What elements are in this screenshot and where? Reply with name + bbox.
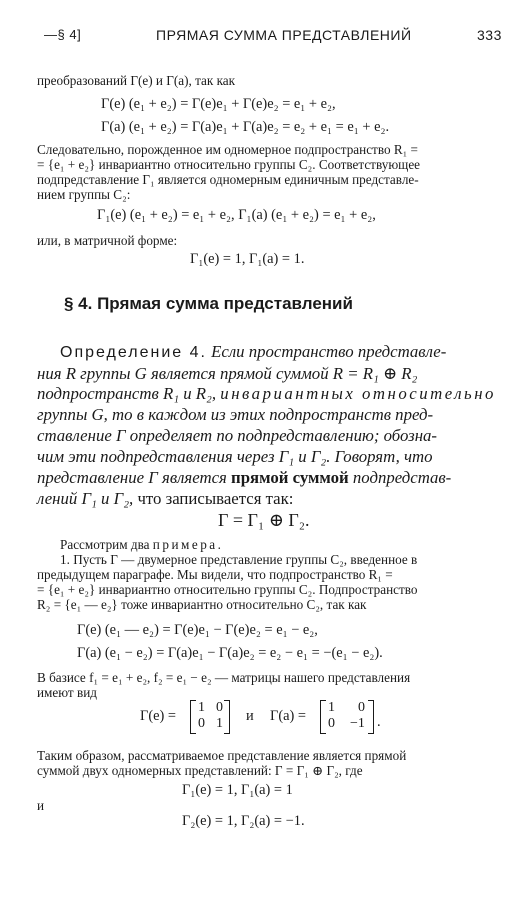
text-line: подпредставление Γ₁ является одномерным единичным представле- bbox=[37, 172, 419, 187]
definition-line: ставление Γ определяет по подпредставлению; обозна- bbox=[37, 426, 438, 445]
definition-line bbox=[37, 489, 293, 509]
text-line: предыдущем параграфе. Мы видели, что подпространство R₁ = bbox=[37, 567, 393, 582]
definition-line bbox=[37, 384, 496, 404]
definition-emphasis: инвариантных относительно bbox=[220, 384, 496, 403]
matrix-e-label: Γ(e) = bbox=[140, 708, 177, 724]
matrix-connector: и bbox=[246, 708, 254, 724]
running-title: ПРЯМАЯ СУММА ПРЕДСТАВЛЕНИЙ bbox=[156, 27, 412, 43]
text-line: имеют вид bbox=[37, 685, 97, 700]
section-heading: § 4. Прямая сумма представлений bbox=[64, 294, 353, 313]
matrix-period: . bbox=[377, 714, 381, 730]
matrix-cell: 1 bbox=[328, 700, 335, 715]
text-line: 1. Пусть Γ — двумерное представление группы C₂, введенное в bbox=[60, 552, 418, 567]
matrix-cell: 0 bbox=[328, 716, 335, 731]
definition-text: что записывается так: bbox=[137, 489, 294, 508]
matrix-cell: 1 bbox=[216, 716, 223, 731]
definition-label: Определение 4. bbox=[60, 344, 207, 361]
equation: Γ₂(e) = 1, Γ₂(a) = −1. bbox=[182, 813, 305, 829]
text-line: преобразований Γ(e) и Γ(a), так как bbox=[37, 73, 236, 88]
equation: Γ₁(e) (e₁ + e₂) = e₁ + e₂, Γ₁(a) (e₁ + e₂) = e₁ + e₂, bbox=[97, 207, 376, 223]
definition-term: прямой суммой bbox=[231, 468, 349, 487]
equation: Γ₁(e) = 1, Γ₁(a) = 1 bbox=[182, 782, 293, 798]
text-line: R₂ = {e₁ — e₂} тоже инвариантно относительно C₂, так как bbox=[37, 597, 367, 612]
text-line: Следовательно, порожденное им одномерное подпространство R₁ = bbox=[37, 142, 418, 157]
text-span: Рассмотрим два bbox=[60, 537, 150, 552]
matrix-a bbox=[320, 700, 374, 732]
header-section-mark: —§ 4] bbox=[44, 27, 82, 42]
text-line bbox=[60, 537, 223, 553]
definition-line: группы G, то в каждом из этих подпространств пред- bbox=[37, 405, 434, 424]
matrix-cell: 0 bbox=[198, 716, 205, 731]
definition-text: представление Γ является bbox=[37, 468, 227, 487]
text-line: = {e₁ + e₂} инвариантно относительно группы C₂. Соответствующее bbox=[37, 157, 421, 172]
definition-text: Если пространство представле- bbox=[211, 342, 447, 361]
text-line: нием группы C₂: bbox=[37, 187, 131, 202]
text-line: или, в матричной форме: bbox=[37, 233, 178, 248]
equation: Γ(e) (e₁ + e₂) = Γ(e)e₁ + Γ(e)e₂ = e₁ + e₂, bbox=[101, 96, 336, 112]
matrix-cell: 1 bbox=[198, 700, 205, 715]
equation: Γ(a) (e₁ − e₂) = Γ(a)e₁ − Γ(a)e₂ = e₂ − e₁ = −(e₁ − e₂). bbox=[77, 645, 383, 661]
definition-line bbox=[60, 342, 446, 362]
equation: Γ₁(e) = 1, Γ₁(a) = 1. bbox=[190, 251, 305, 267]
definition-line: чим эти подпредставления через Γ₁ и Γ₂. Говорят, что bbox=[37, 447, 433, 466]
right-bracket bbox=[368, 700, 374, 734]
equation: Γ(a) (e₁ + e₂) = Γ(a)e₁ + Γ(a)e₂ = e₂ + e₁ = e₁ + e₂. bbox=[101, 119, 390, 135]
matrix-a-label: Γ(a) = bbox=[270, 708, 307, 724]
equation: Γ(e) (e₁ — e₂) = Γ(e)e₁ − Γ(e)e₂ = e₁ − e₂, bbox=[77, 622, 318, 638]
text-line: В базисе f₁ = e₁ + e₂, f₂ = e₁ − e₂ — матрицы нашего представления bbox=[37, 670, 411, 685]
definition-text: подпространств R₁ и R₂, bbox=[37, 384, 217, 403]
matrix-cell: 0 bbox=[358, 700, 365, 715]
right-bracket bbox=[224, 700, 230, 734]
matrix-cell: −1 bbox=[350, 716, 365, 731]
definition-line: ния R группы G является прямой суммой R = R₁ ⊕ R₂ bbox=[37, 364, 418, 383]
page-number: 333 bbox=[477, 27, 502, 43]
direct-sum-formula: Γ = Γ₁ ⊕ Γ₂. bbox=[218, 510, 310, 530]
definition-text: подпредстав- bbox=[352, 468, 452, 487]
text-line: = {e₁ + e₂} инвариантно относительно группы C₂. Подпространство bbox=[37, 582, 418, 597]
definition-text: лений Γ₁ и Γ₂, bbox=[37, 489, 134, 508]
matrix-equation bbox=[0, 700, 526, 736]
text-line: Таким образом, рассматриваемое представление является прямой bbox=[37, 748, 407, 763]
matrix-cell: 0 bbox=[216, 700, 223, 715]
text-line: суммой двух одномерных представлений: Γ = Γ₁ ⊕ Γ₂, где bbox=[37, 763, 363, 778]
left-bracket bbox=[190, 700, 196, 734]
left-bracket bbox=[320, 700, 326, 734]
text-emphasis: примера. bbox=[152, 537, 224, 552]
matrix-e bbox=[190, 700, 230, 732]
definition-line bbox=[37, 468, 451, 488]
text-line: и bbox=[37, 798, 45, 813]
